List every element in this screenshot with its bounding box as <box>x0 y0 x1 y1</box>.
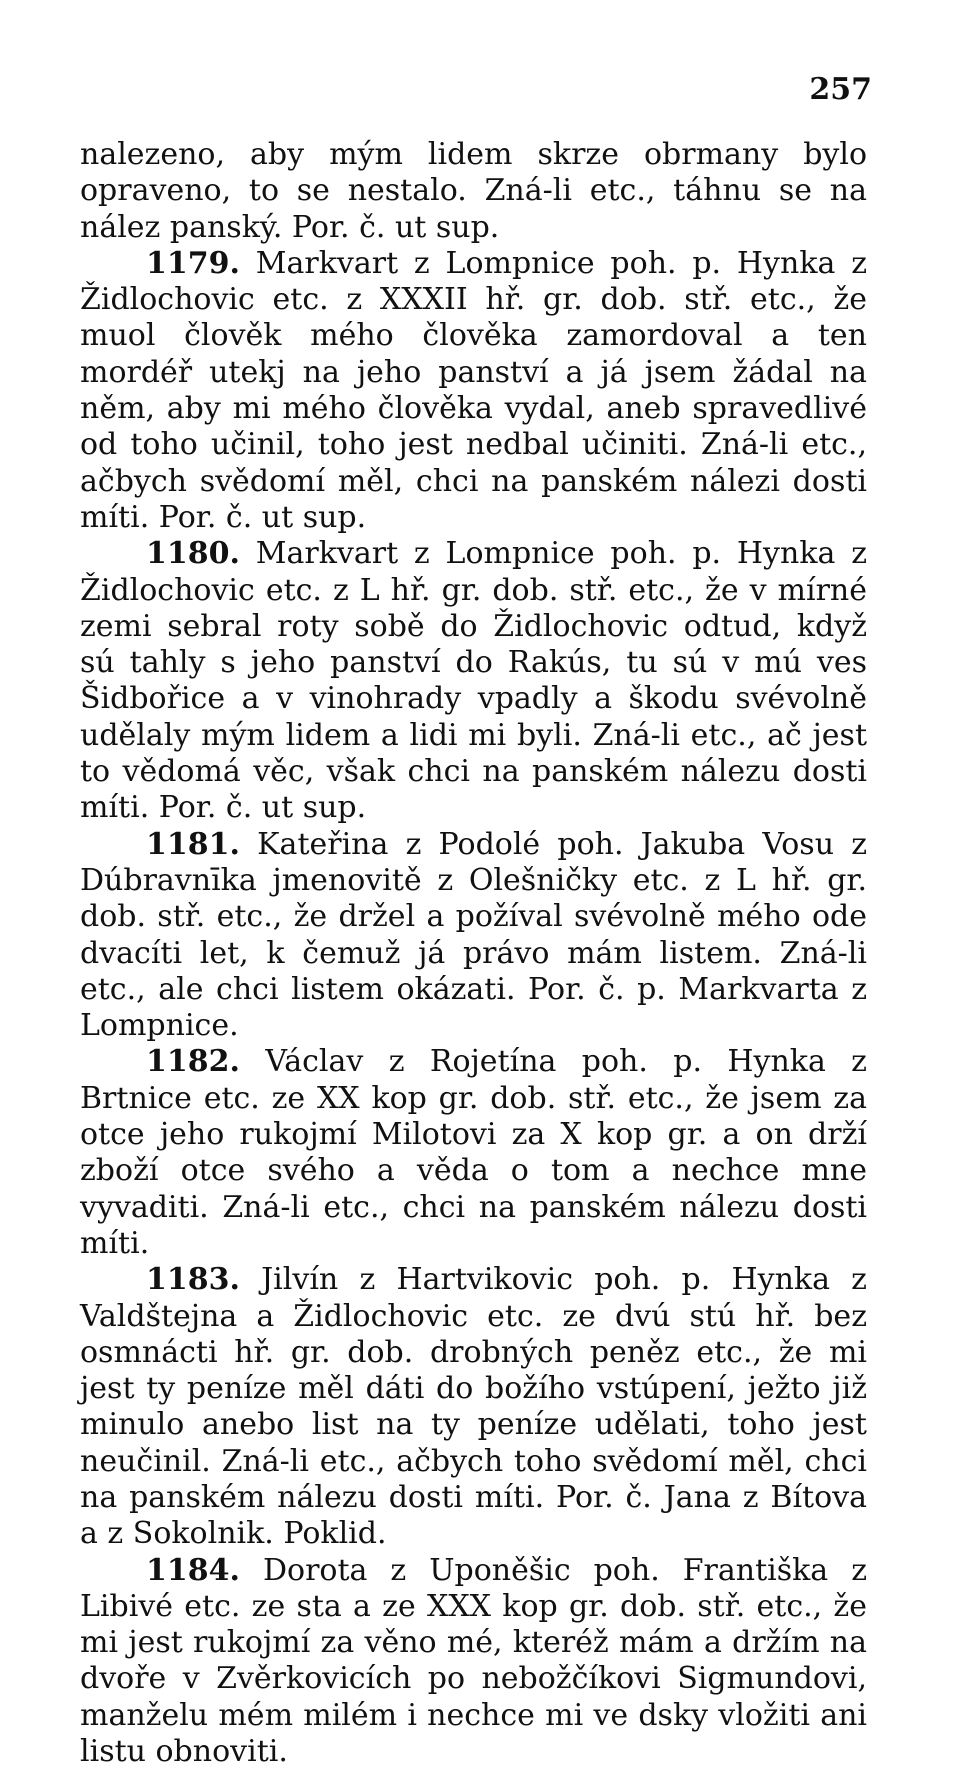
entry-text: Kateřina z Podolé poh. Jakuba Vosu z Dúbravnīka jmenovitě z Olešničky etc. z L hř. gr. dob. stř. etc., že držel a požíval svévolně mého ode dvacíti let, k čemuž já právo mám listem. Zná-li etc., ale chci listem okázati. Por. č. p. Markvarta z Lompnice. <box>80 826 867 1044</box>
entry-1181 <box>80 827 867 1045</box>
entry-text: Dorota z Uponěšic poh. Františka z Libivé etc. ze sta a ze XXX kop gr. dob. stř. etc., že mi jest rukojmí za věno mé, kteréž mám a držím na dvoře v Zvěrkovicích po nebožčíkovi Sigmundovi, manželu mém milém i nechce mi ve dsky vložiti ani listu obnoviti. <box>80 1552 867 1770</box>
entry-number: 1184. <box>146 1552 240 1588</box>
entry-1180 <box>80 536 867 826</box>
entry-text: Markvart z Lompnice poh. p. Hynka z Židlochovic etc. z XXXII hř. gr. dob. stř. etc., že muol člověk mého člověka zamordoval a ten mordéř utekj na jeho panství a já jsem žádal na něm, aby mi mého člověka vydal, aneb spravedlivé od toho učinil, toho jest nedbal učiniti. Zná-li etc., ačbych svědomí měl, chci na panském nálezi dosti míti. Por. č. ut sup. <box>80 245 867 535</box>
entry-text: Jilvín z Hartvikovic poh. p. Hynka z Valdštejna a Židlochovic etc. ze dvú stú hř. bez osmnácti hř. gr. dob. drobných peněz etc., že mi jest ty peníze měl dáti do božího vstúpení, ježto již minulo anebo list na ty peníze udělati, toho jest neučinil. Zná-li etc., ačbych toho svědomí měl, chci na panském nálezu dosti míti. Por. č. Jana z Bítova a z Sokolnik. Poklid. <box>80 1262 867 1552</box>
continuation-paragraph: nalezeno, aby mým lidem skrze obrmany bylo opraveno, to se nestalo. Zná-li etc., táhnu se na nález panský. Por. č. ut sup. <box>80 137 867 245</box>
text-body <box>80 137 867 1770</box>
entry-1184 <box>80 1553 867 1770</box>
entry-number: 1179. <box>146 245 240 281</box>
entry-number: 1183. <box>146 1262 240 1298</box>
entry-text: Markvart z Lompnice poh. p. Hynka z Židlochovic etc. z L hř. gr. dob. stř. etc., že v mírné zemi sebral roty sobě do Židlochovic odtud, když sú tahly s jeho panství do Rakús, tu sú v mú ves Šidbořice a v vinohrady vpadly a škodu svévolně udělaly mým lidem a lidi mi byli. Zná-li etc., ač jest to vědomá věc, však chci na panském nálezu dosti míti. Por. č. ut sup. <box>80 536 867 826</box>
entry-1179 <box>80 246 867 536</box>
entry-text: Václav z Rojetína poh. p. Hynka z Brtnice etc. ze XX kop gr. dob. stř. etc., že jsem za otce jeho rukojmí Milotovi za X kop gr. a on drží zboží otce svého a věda o tom a nechce mne vyvaditi. Zná-li etc., chci na panském nálezu dosti míti. <box>80 1044 867 1261</box>
page-number: 257 <box>809 72 872 107</box>
entry-number: 1181. <box>146 826 240 862</box>
entry-1182 <box>80 1044 867 1262</box>
entry-1183 <box>80 1262 867 1552</box>
entry-number: 1180. <box>146 536 240 572</box>
entry-number: 1182. <box>146 1044 240 1080</box>
